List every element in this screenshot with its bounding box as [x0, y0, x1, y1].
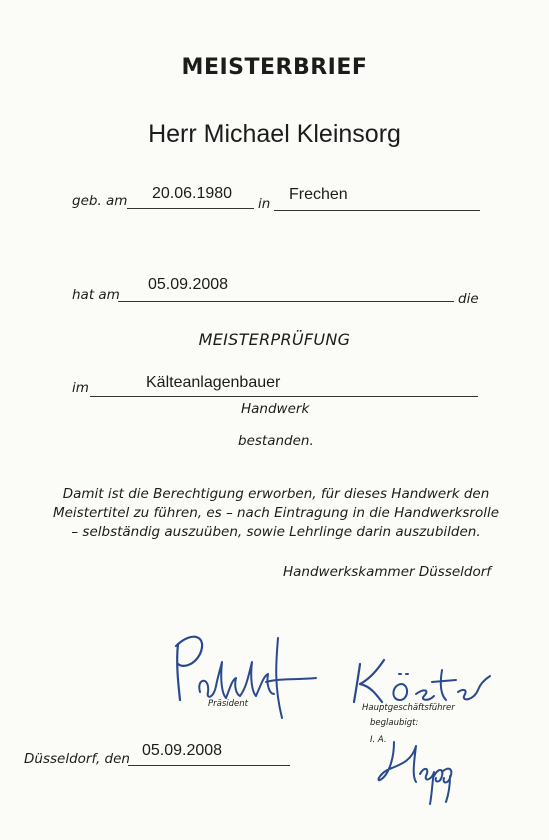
handwerk-label: Handwerk — [241, 401, 310, 417]
rights-line-3: – selbständig auszuüben, sowie Lehrlinge darin auszubilden. — [71, 524, 481, 540]
born-label: geb. am — [72, 193, 128, 209]
rights-line-2: Meistertitel zu führen, es – nach Eintragung in die Handwerksrolle — [52, 505, 500, 521]
trade-line — [90, 396, 478, 397]
certified-label: beglaubigt: — [370, 718, 419, 728]
place-label: Düsseldorf, den — [24, 751, 130, 767]
recipient-name: Herr Michael Kleinsorg — [148, 120, 401, 148]
signing-date-line — [128, 765, 290, 766]
exam-date: 05.09.2008 — [148, 276, 229, 293]
chamber-name: Handwerkskammer Düsseldorf — [283, 564, 492, 580]
rights-paragraph — [40, 485, 512, 542]
certified-signature — [372, 732, 462, 807]
im-label: im — [72, 380, 89, 396]
manager-label: Hauptgeschäftsführer — [362, 703, 455, 713]
signing-date: 05.09.2008 — [142, 742, 223, 759]
trade-value: Kälteanlagenbauer — [146, 374, 281, 391]
certificate-title: MEISTERBRIEF — [181, 55, 368, 80]
birth-date: 20.06.1980 — [152, 185, 233, 202]
president-label: Präsident — [208, 699, 248, 709]
ia-label: I. A. — [370, 735, 387, 745]
hat-am-label: hat am — [72, 287, 120, 303]
rights-line-1: Damit ist die Berechtigung erworben, für dieses Handwerk den — [62, 486, 490, 502]
birth-date-line — [127, 208, 254, 209]
die-label: die — [458, 291, 479, 307]
in-label: in — [258, 196, 271, 212]
manager-signature — [346, 650, 496, 710]
birth-place-line — [274, 210, 480, 211]
exam-title: MEISTERPRÜFUNG — [198, 330, 351, 349]
passed-text: bestanden. — [238, 433, 314, 449]
birth-place: Frechen — [289, 186, 348, 203]
exam-date-line — [118, 301, 454, 302]
